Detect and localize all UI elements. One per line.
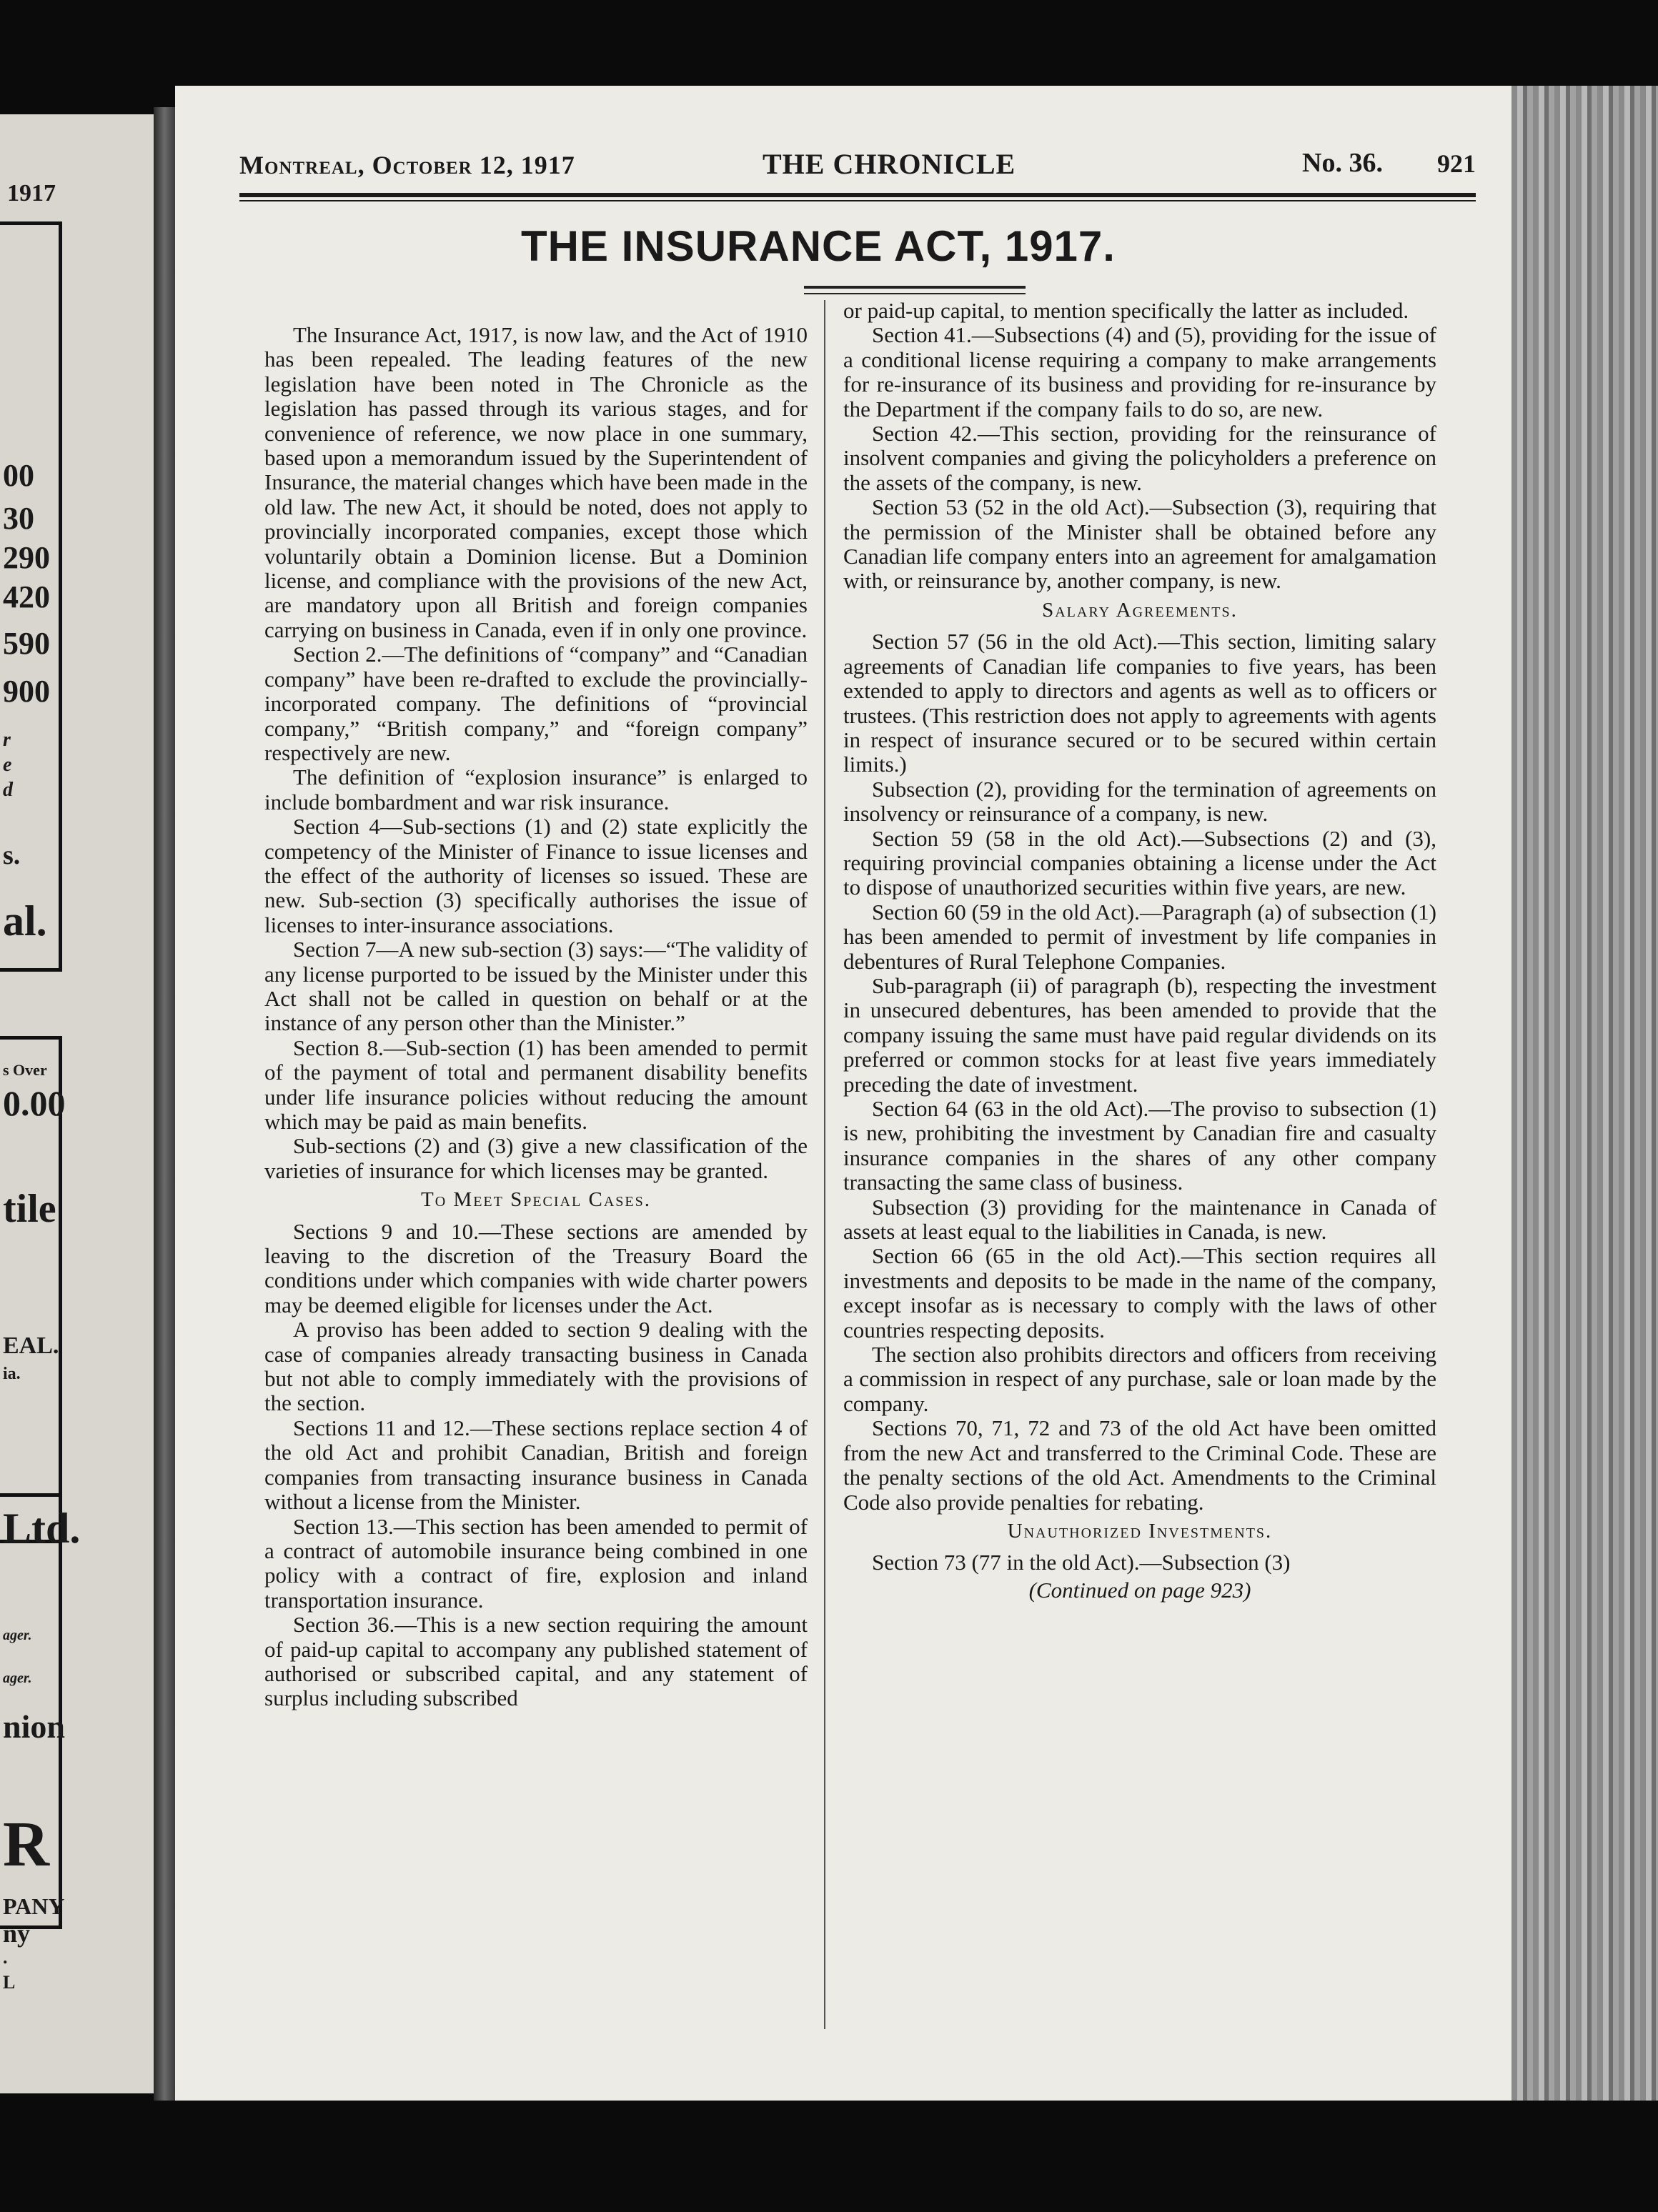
paragraph: Section 59 (58 in the old Act).—Subsections (2) and (3), requiring provincial companies obtaining a license under the Act to dispose of unauthorized securities within five years, are new. — [843, 825, 1436, 900]
left-fragment: r — [3, 729, 11, 751]
left-fragment: 420 — [3, 579, 50, 614]
left-fragment: 590 — [3, 626, 50, 661]
header-rule — [239, 193, 1476, 197]
left-fragment: 00 — [3, 458, 34, 493]
paragraph: Section 66 (65 in the old Act).—This section requires all investments and deposits to be made in the name of the company, except insofar as is necessary to comply with the laws of other countries respecting deposits. — [843, 1243, 1436, 1342]
paragraph: Section 7—A new sub-section (3) says:—“The validity of any license purported to be issued by the Minister under this Act shall not be called in question on behalf or at the instance of any person other than the Minister.” — [264, 937, 808, 1036]
paragraph: Section 60 (59 in the old Act).—Paragraph (a) of subsection (1) has been amended to permit of investment by life companies in debentures of Rural Telephone Companies. — [843, 899, 1436, 974]
left-fragment: ny — [3, 1919, 31, 1948]
left-fragment: Ltd. — [3, 1505, 81, 1552]
left-fragment: ager. — [3, 1628, 32, 1643]
left-fragment: nion — [3, 1708, 65, 1745]
left-column — [264, 323, 808, 1711]
left-fragment: 290 — [3, 540, 50, 575]
book-gutter — [154, 107, 175, 2101]
left-fragment: L — [3, 1972, 16, 1993]
paragraph: Section 42.—This section, providing for the reinsurance of insolvent companies and giving the policyholders a preference on the assets of the company, is new. — [843, 421, 1436, 495]
paragraph: Section 36.—This is a new section requiring the amount of paid-up capital to accompany any published statement of authorised or subscribed capital, and any statement of surplus including subscribed — [264, 1612, 808, 1711]
paragraph: The definition of “explosion insurance” is enlarged to include bombardment and war risk insurance. — [264, 764, 808, 814]
paragraph: Section 73 (77 in the old Act).—Subsection (3) — [872, 1550, 1291, 1575]
left-facing-page — [0, 114, 154, 2093]
paragraph: A proviso has been added to section 9 dealing with the case of companies already transacting business in Canada but not able to comply immediately with the provisions of the section. — [264, 1317, 808, 1416]
main-page — [175, 86, 1511, 2101]
column-divider — [824, 300, 825, 2029]
paragraph: Sections 9 and 10.—These sections are amended by leaving to the discretion of the Treasury Board the conditions under which companies with wide charter powers may be deemed eligible for licenses under the Act. — [264, 1218, 808, 1317]
paragraph: Sections 11 and 12.—These sections replace section 4 of the old Act and prohibit Canadian, British and foreign companies from transacting insurance business in Canada without a license from the Minister. — [264, 1415, 808, 1515]
book-binding-edge — [1511, 86, 1658, 2101]
paragraph: Sub-sections (2) and (3) give a new classification of the varieties of insurance for which licenses may be granted. — [264, 1133, 808, 1183]
paragraph: The Insurance Act, 1917, is now law, and the Act of 1910 has been repealed. The leading features of the new legislation have been noted in The Chronicle as the legislation has passed through its various stages, and for convenience of reference, we now place in one summary, based upon a memorandum issued by the Superintendent of Insurance, the material changes which have been made in the old law. The new Act, it should be noted, does not apply to provincially incorporated companies, except those which voluntarily obtain a Dominion license. But a Dominion license, and compliance with the provisions of the new Act, are mandatory upon all British and foreign companies carrying on business in Canada, even if in only one province. — [264, 322, 808, 642]
left-fragment: ia. — [3, 1365, 21, 1383]
section-heading: Unauthorized Investments. — [1007, 1519, 1273, 1543]
left-fragment: d — [3, 779, 13, 801]
paragraph: Section 2.—The definitions of “company” and “Canadian company” have been re-drafted to exclude the provincially-incorporated company. The definitions of “provincial company,” “British company,” and “foreign company” respectively are new. — [264, 642, 808, 765]
paragraph: Subsection (3) providing for the maintenance in Canada of assets at least equal to the liabilities in Canada, is new. — [843, 1194, 1436, 1245]
right-column — [843, 299, 1436, 1603]
left-fragment: al. — [3, 897, 47, 945]
left-fragment: R — [3, 1809, 49, 1880]
paragraph: Section 4—Sub-sections (1) and (2) state explicitly the competency of the Minister of Finance to issue licenses and the effect of the authority of licenses so issued. These are new. Sub-section (3) specifically authorises the issue of licenses to inter-insurance associations. — [264, 814, 808, 937]
paragraph: Section 41.—Subsections (4) and (5), providing for the issue of a conditional license requiring a company to make arrangements for re-insurance of its business and providing for re-insurance by the Department if the company fails to do so, are new. — [843, 322, 1436, 422]
paragraph: The section also prohibits directors and officers from receiving a commission in respect of any purchase, sale or loan made by the company. — [843, 1342, 1436, 1416]
paragraph: Section 57 (56 in the old Act).—This section, limiting salary agreements of Canadian life companies to five years, has been extended to apply to directors and agents as well as to officers or trustees. (This restriction does not apply to agreements with agents in respect of insurance secured or to be secured within certain limits.) — [843, 629, 1436, 777]
header-date: Montreal, October 12, 1917 — [239, 151, 575, 179]
paragraph: or paid-up capital, to mention specifically the latter as included. — [843, 298, 1409, 323]
left-fragment: ager. — [3, 1670, 32, 1686]
header-page-number: 921 — [1437, 149, 1476, 178]
continued-note: (Continued on page 923) — [1028, 1577, 1251, 1603]
left-fragment: . — [3, 1947, 8, 1968]
header-issue-number: No. 36. — [1302, 148, 1383, 178]
left-fragment: PANY — [3, 1893, 65, 1919]
left-fragment: EAL. — [3, 1332, 59, 1359]
title-rule — [804, 286, 1026, 289]
section-heading: Salary Agreements. — [1042, 598, 1238, 622]
paragraph: Section 8.—Sub-section (1) has been amended to permit of the payment of total and permanent disability benefits under life insurance policies without reducing the amount which may be paid as main benefits. — [264, 1035, 808, 1134]
left-page-year: 1917 — [7, 180, 56, 206]
title-rule — [804, 293, 1026, 294]
article-title: THE INSURANCE ACT, 1917. — [521, 222, 1116, 270]
left-fragment: 0.00 — [3, 1083, 66, 1123]
paragraph: Section 53 (52 in the old Act).—Subsection (3), requiring that the permission of the Minister shall be obtained before any Canadian life company enters into an agreement for amalgamation with, or reinsurance by, another company, is new. — [843, 494, 1436, 594]
left-fragment: e — [3, 754, 12, 776]
paragraph: Section 13.—This section has been amended to permit of a contract of automobile insurance being combined in one policy with a contract of fire, explosion and inland transportation insurance. — [264, 1513, 808, 1613]
left-fragment: s. — [3, 840, 21, 870]
left-fragment: tile — [3, 1187, 56, 1231]
paragraph: Section 64 (63 in the old Act).—The proviso to subsection (1) is new, prohibiting the investment by Canadian fire and casualty insurance companies in the shares of any other company transacting the same class of business. — [843, 1096, 1436, 1195]
section-heading: To Meet Special Cases. — [421, 1188, 651, 1212]
paragraph: Sections 70, 71, 72 and 73 of the old Act have been omitted from the new Act and transferred to the Criminal Code. These are the penalty sections of the old Act. Amendments to the Criminal Code also provide penalties for rebating. — [843, 1415, 1436, 1515]
left-fragment: s Over — [3, 1061, 47, 1079]
header-publication: THE CHRONICLE — [763, 148, 1016, 180]
running-head — [239, 150, 1476, 186]
paragraph: Sub-paragraph (ii) of paragraph (b), respecting the investment in unsecured debentures, has been amended to provide that the company issuing the same must have paid regular dividends on its preferred or common stocks for at least five years immediately preceding the date of investment. — [843, 972, 1436, 1097]
paragraph: Subsection (2), providing for the termination of agreements on insolvency or reinsurance of a company, is new. — [843, 776, 1436, 827]
left-fragment: 30 — [3, 501, 34, 536]
scan-border — [0, 2101, 1658, 2212]
header-rule — [239, 200, 1476, 201]
left-fragment: 900 — [3, 674, 50, 709]
